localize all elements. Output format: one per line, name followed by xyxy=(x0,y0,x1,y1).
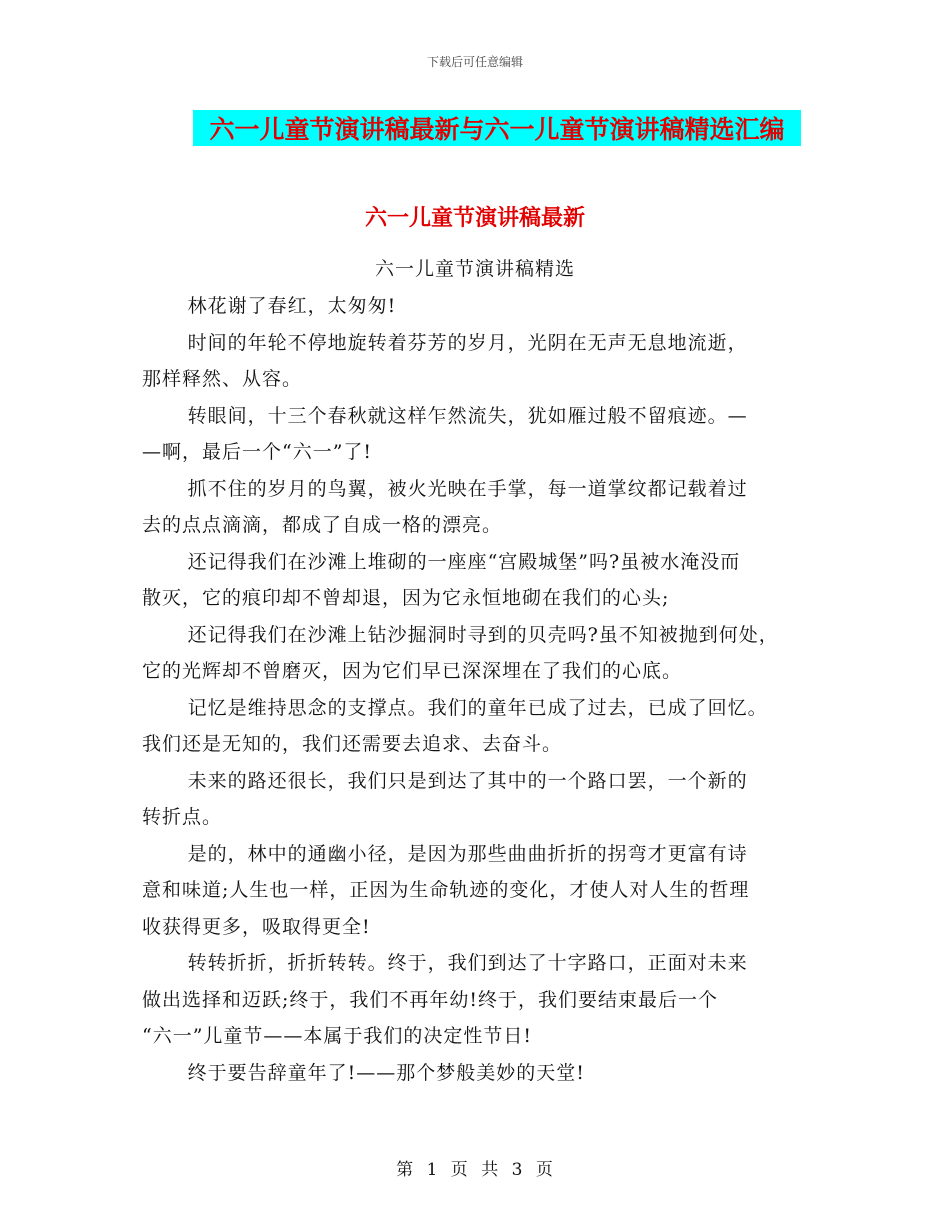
paragraph: 时间的年轮不停地旋转着芬芳的岁月，光阴在无声无息地流逝， 那样释然、从容。 xyxy=(142,331,748,390)
header-note: 下载后可任意编辑 xyxy=(426,55,523,69)
paragraph: 是的，林中的通幽小径，是因为那些曲曲折折的拐弯才更富有诗 意和味道;人生也一样，正因为生命轨迹的变化，才使人对人生的哲理 收获得更多，吸取得更全! xyxy=(142,842,750,938)
page-current: 1 xyxy=(426,1160,439,1180)
paragraph: 还记得我们在沙滩上堆砌的一座座“宫殿城堡”吗?虽被水淹没而 散灭，它的痕印却不曾却退，因为它永恒地砌在我们的心头; xyxy=(142,550,741,609)
paragraph: 林花谢了春红，太匆匆! xyxy=(187,295,397,317)
page-label-mid: 页 xyxy=(450,1160,469,1180)
paragraph: 未来的路还很长，我们只是到达了其中的一个路口罢，一个新的 转折点。 xyxy=(142,769,748,828)
page-total: 3 xyxy=(511,1160,524,1180)
document-main-title: 六一儿童节演讲稿最新与六一儿童节演讲稿精选汇编 xyxy=(193,110,801,146)
page-label-prefix: 第 xyxy=(396,1160,415,1180)
paragraph: 抓不住的岁月的鸟翼，被火光映在手掌，每一道掌纹都记载着过 去的点点滴滴，都成了自成一格的漂亮。 xyxy=(142,477,748,536)
paragraph: 记忆是维持思念的支撑点。我们的童年已成了过去，已成了回忆。 我们还是无知的，我们还需要去追求、去奋斗。 xyxy=(142,696,768,755)
paragraph: 转转折折，折折转转。终于，我们到达了十字路口，正面对未来 做出选择和迈跃;终于，我们不再年幼!终于，我们要结束最后一个 “六一”儿童节——本属于我们的决定性节日! xyxy=(142,952,748,1047)
paragraph: 终于要告辞童年了!——那个梦般美妙的天堂! xyxy=(187,1061,585,1084)
paragraph: 转眼间，十三个春秋就这样乍然流失，犹如雁过般不留痕迹。— —啊，最后一个“六一”了! xyxy=(142,404,748,463)
paragraph: 还记得我们在沙滩上钻沙掘洞时寻到的贝壳吗?虽不知被抛到何处， 它的光辉却不曾磨灭，因为它们早已深深埋在了我们的心底。 xyxy=(142,623,779,682)
page-label-suffix: 页 xyxy=(535,1160,554,1180)
page-footer xyxy=(0,1155,950,1180)
section-subtitle: 六一儿童节演讲稿精选 xyxy=(374,258,575,280)
total-label: 共 xyxy=(481,1160,500,1180)
section-title: 六一儿童节演讲稿最新 xyxy=(364,206,585,231)
body-text xyxy=(142,288,810,1091)
